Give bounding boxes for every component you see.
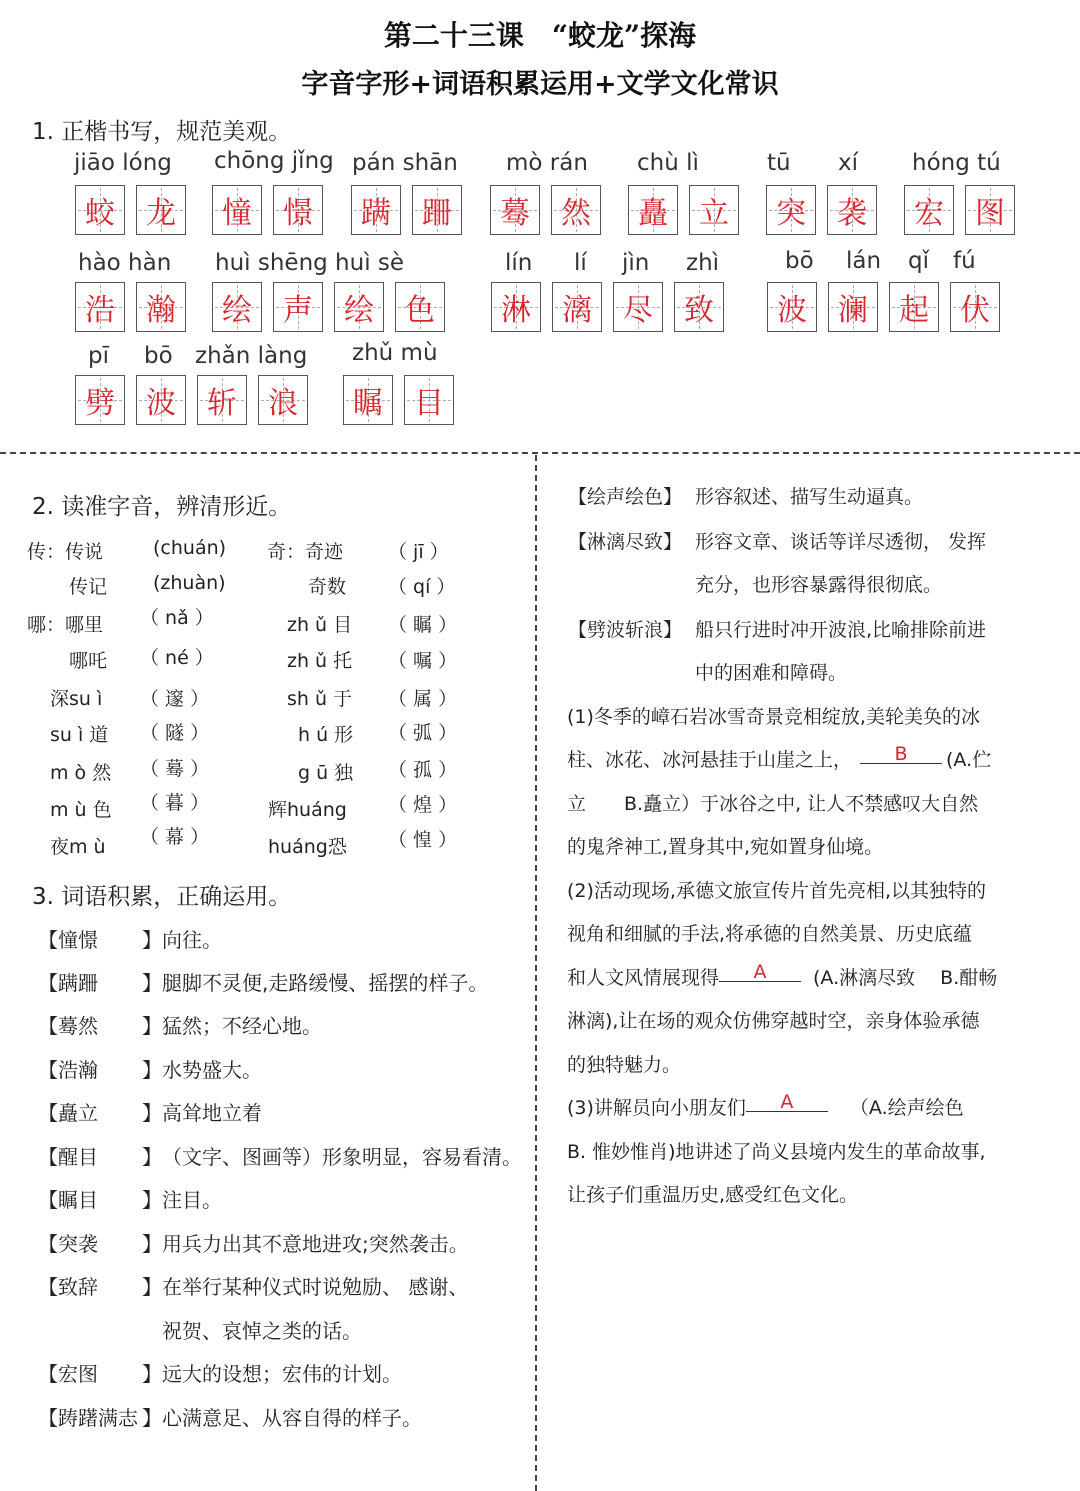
pinyin: bō	[785, 248, 814, 274]
vocab-bracket: 】	[142, 1058, 162, 1082]
idiom-def: 船只行进时冲开波浪,比喻排除前进	[695, 619, 987, 641]
pinyin: pī	[88, 343, 109, 369]
pron-label: zh ǔ 托	[287, 650, 353, 672]
vocab-word: 【蓦然	[38, 1014, 98, 1038]
pinyin: fú	[953, 248, 976, 274]
vocab-word: 【宏图	[38, 1362, 98, 1386]
vocab-def: 远大的设想；宏伟的计划。	[162, 1362, 402, 1386]
pinyin: tū	[767, 150, 791, 176]
pron-answer: （ né ）	[140, 647, 214, 669]
pinyin: chù lì	[637, 150, 699, 176]
pron-answer: （ 煌 ）	[388, 794, 458, 816]
pinyin: hào hàn	[78, 250, 172, 276]
page-title: 第二十三课 “蛟龙”探海	[383, 19, 697, 52]
vocab-bracket: 】	[142, 928, 162, 952]
question-text: 和人文风情展现得 A (A.淋漓尽致 B.酣畅	[567, 961, 998, 989]
vocab-def: 高耸地立着	[162, 1101, 262, 1125]
char-box: 澜	[828, 282, 878, 332]
char-box: 绘	[212, 282, 262, 332]
pron-answer: （ 属 ）	[388, 688, 458, 710]
pron-label: zh ǔ 目	[287, 614, 353, 636]
vocab-def: 猛然；不经心地。	[162, 1014, 322, 1038]
section3-heading: 3. 词语积累，正确运用。	[32, 884, 292, 910]
pinyin: mò rán	[506, 150, 588, 176]
char-box: 然	[551, 185, 601, 235]
char-box: 浪	[258, 375, 308, 425]
pinyin: lín	[505, 250, 533, 276]
char-box: 矗	[628, 185, 678, 235]
vocab-bracket: 】	[142, 1232, 162, 1256]
column-divider	[535, 455, 537, 1491]
char-box: 淋	[491, 282, 541, 332]
pron-label: 传：传说	[27, 541, 104, 563]
vocab-def: 水势盛大。	[162, 1058, 262, 1082]
pron-label: 哪：哪里	[27, 614, 104, 636]
pron-label: 奇数	[308, 576, 347, 598]
pron-answer: （ 嘱 ）	[388, 650, 458, 672]
pinyin: zhì	[686, 250, 720, 276]
pinyin: zhǔ mù	[352, 340, 438, 366]
pron-label: 深su ì	[50, 688, 103, 710]
char-box: 致	[674, 282, 724, 332]
vocab-def: 在举行某种仪式时说勉励、 感谢、	[162, 1275, 469, 1299]
vocab-bracket: 】	[142, 1406, 162, 1430]
question-text: 的独特魅力。	[567, 1054, 682, 1076]
char-box: 袭	[827, 185, 877, 235]
pinyin: zhǎn làng	[195, 343, 308, 369]
char-box: 斩	[197, 375, 247, 425]
char-box: 伏	[950, 282, 1000, 332]
idiom-word: 【劈波斩浪】	[568, 619, 683, 641]
vocab-word: 【蹒跚	[38, 971, 98, 995]
pron-label: h ú 形	[298, 724, 354, 746]
pron-answer: （ 邃 ）	[140, 688, 210, 710]
pron-answer: （ 暮 ）	[140, 792, 210, 814]
idiom-word: 【绘声绘色】	[568, 486, 683, 508]
char-box: 漓	[552, 282, 602, 332]
pron-label: m ù 色	[50, 799, 112, 821]
question-text: 视角和细腻的手法,将承德的自然美景、历史底蕴	[567, 923, 973, 945]
pron-answer: （ 瞩 ）	[388, 614, 458, 636]
char-box: 波	[767, 282, 817, 332]
vocab-def: 用兵力出其不意地进攻;突然袭击。	[162, 1232, 469, 1256]
pinyin: jiāo lóng	[74, 150, 172, 176]
section1-heading: 1. 正楷书写，规范美观。	[32, 119, 292, 145]
char-box: 声	[273, 282, 323, 332]
pron-label: sh ǔ 于	[287, 688, 353, 710]
idiom-def: 形容文章、谈话等详尽透彻， 发挥	[695, 531, 987, 553]
char-box: 瞩	[343, 375, 393, 425]
question-text: 淋漓),让在场的观众仿佛穿越时空，亲身体验承德	[567, 1010, 980, 1032]
pron-label: 辉huáng	[268, 799, 347, 821]
pinyin: qǐ	[908, 248, 929, 274]
section2-heading: 2. 读准字音，辨清形近。	[32, 494, 292, 520]
char-box: 蓦	[490, 185, 540, 235]
pinyin: xí	[838, 150, 859, 176]
idiom-def: 充分，也形容暴露得很彻底。	[695, 574, 943, 596]
vocab-bracket: 】	[142, 1188, 162, 1212]
char-box: 突	[766, 185, 816, 235]
pinyin: huì shēng huì sè	[215, 250, 405, 276]
char-box: 宏	[904, 185, 954, 235]
question-text: 的鬼斧神工,置身其中,宛如置身仙境。	[567, 836, 884, 858]
vocab-bracket: 】	[142, 1145, 162, 1169]
vocab-word: 【致辞	[38, 1275, 98, 1299]
vocab-def: 心满意足、从容自得的样子。	[162, 1406, 422, 1430]
vocab-word: 【醒目	[38, 1145, 98, 1169]
pron-label: 哪吒	[69, 650, 108, 672]
pron-label: g ū 独	[298, 762, 354, 784]
pron-answer: （ 惶 ）	[388, 829, 458, 851]
pinyin: chōng jǐng	[214, 148, 334, 174]
char-box: 瀚	[136, 282, 186, 332]
char-box: 目	[404, 375, 454, 425]
vocab-def: 向往。	[162, 928, 222, 952]
char-box: 憬	[273, 185, 323, 235]
pron-answer: （ 蓦 ）	[140, 758, 210, 780]
char-box: 尽	[613, 282, 663, 332]
question-text: 立 B.矗立）于冰谷之中, 让人不禁感叹大自然	[567, 793, 979, 815]
vocab-def: 注目。	[162, 1188, 222, 1212]
char-box: 劈	[75, 375, 125, 425]
vocab-def: （文字、图画等）形象明显，容易看清。	[162, 1145, 522, 1169]
char-box: 龙	[136, 185, 186, 235]
char-box: 憧	[212, 185, 262, 235]
idiom-def: 形容叙述、描写生动逼真。	[695, 486, 924, 508]
pron-answer: （ nǎ ）	[140, 607, 214, 629]
vocab-def: 祝贺、哀悼之类的话。	[162, 1319, 362, 1343]
pron-label: huáng恐	[268, 836, 347, 858]
char-box: 色	[395, 282, 445, 332]
char-box: 跚	[412, 185, 462, 235]
vocab-bracket: 】	[142, 971, 162, 995]
pron-label: 传记	[69, 576, 108, 598]
vocab-word: 【瞩目	[38, 1188, 98, 1212]
question-text: 柱、冰花、冰河悬挂于山崖之上， B (A.伫	[567, 743, 992, 771]
pinyin: lí	[574, 250, 587, 276]
answer-blank: A	[746, 1093, 828, 1112]
vocab-word: 【突袭	[38, 1232, 98, 1256]
question-text: (1)冬季的嶂石岩冰雪奇景竞相绽放,美轮美奂的冰	[567, 706, 980, 728]
char-box: 图	[965, 185, 1015, 235]
char-box: 蛟	[75, 185, 125, 235]
pron-label: m ò 然	[50, 762, 112, 784]
answer-blank: B	[860, 745, 942, 764]
char-box: 绘	[334, 282, 384, 332]
pron-answer: （ qí ）	[388, 576, 456, 598]
vocab-bracket: 】	[142, 1014, 162, 1038]
pinyin: lán	[846, 248, 882, 274]
pron-label: 奇：奇迹	[267, 541, 344, 563]
pron-answer: （ 幕 ）	[140, 826, 210, 848]
vocab-word: 【矗立	[38, 1101, 98, 1125]
vocab-def: 腿脚不灵便,走路缓慢、摇摆的样子。	[162, 971, 489, 995]
pron-answer: （ 孤 ）	[388, 759, 458, 781]
idiom-def: 中的困难和障碍。	[695, 662, 848, 684]
pinyin: bō	[144, 343, 173, 369]
pron-label: su ì 道	[50, 724, 109, 746]
idiom-word: 【淋漓尽致】	[568, 531, 683, 553]
question-text: (3)讲解员向小朋友们 A （A.绘声绘色	[567, 1091, 964, 1119]
pron-answer: (chuán)	[153, 537, 227, 559]
pron-answer: （ 隧 ）	[140, 722, 210, 744]
vocab-bracket: 】	[142, 1362, 162, 1386]
vocab-word: 【憧憬	[38, 928, 98, 952]
pinyin: jìn	[622, 250, 650, 276]
question-text: B. 惟妙惟肖)地讲述了尚义县境内发生的革命故事,	[567, 1141, 986, 1163]
vocab-bracket: 】	[142, 1101, 162, 1125]
pron-answer: （ jī ）	[388, 541, 449, 563]
vocab-word: 【踌躇满志	[38, 1406, 138, 1430]
pinyin: hóng tú	[912, 150, 1001, 176]
page-subtitle: 字音字形+词语积累运用+文学文化常识	[301, 69, 779, 100]
vocab-word: 【浩瀚	[38, 1058, 98, 1082]
pinyin: pán shān	[352, 150, 458, 176]
char-box: 蹒	[351, 185, 401, 235]
char-box: 立	[689, 185, 739, 235]
char-box: 波	[136, 375, 186, 425]
pron-answer: （ 弧 ）	[388, 722, 458, 744]
pron-answer: (zhuàn)	[153, 572, 226, 594]
answer-blank: A	[719, 963, 801, 982]
vocab-bracket: 】	[142, 1275, 162, 1299]
question-text: 让孩子们重温历史,感受红色文化。	[567, 1184, 859, 1206]
question-text: (2)活动现场,承德文旅宣传片首先亮相,以其独特的	[567, 880, 986, 902]
char-box: 起	[889, 282, 939, 332]
pron-label: 夜m ù	[50, 836, 106, 858]
section-divider	[0, 452, 1080, 454]
char-box: 浩	[75, 282, 125, 332]
